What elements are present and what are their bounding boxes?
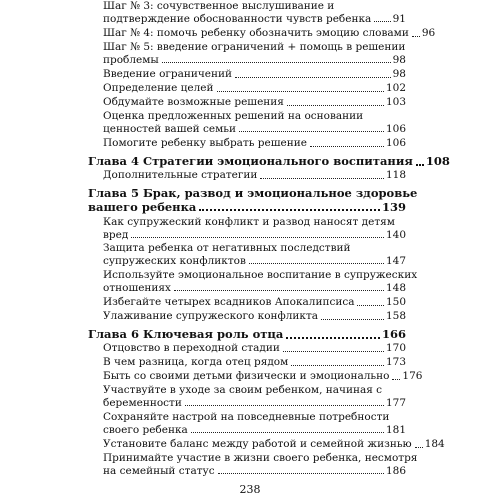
toc-entry [103,169,406,182]
dot-leader [415,447,423,448]
toc-entry-title-line1: Сохраняйте настрой на повседневные потребности [103,411,390,423]
toc-entry [103,0,406,25]
toc-entry-title-line1: Защита ребенка от негативных последствий [103,242,351,254]
dot-leader [131,237,384,238]
dot-leader [235,77,391,78]
chapter-title-line1: Глава 5 Брак, развод и эмоциональное здоровье [88,186,418,200]
toc-entry-title: Установите баланс между работой и семейной жизнью [103,438,412,450]
toc-entry-page: 148 [385,281,406,294]
dot-leader [174,290,384,291]
toc-entry-page: 140 [385,228,406,241]
toc-entry-page: 106 [385,137,406,149]
chapter-entry [88,154,450,169]
chapter-page: 166 [381,327,406,341]
toc-entry-page: 158 [385,310,406,322]
toc-entry-title: супружеских конфликтов [103,254,246,267]
toc-entry-page: 147 [385,254,406,267]
dot-leader [374,21,390,22]
dot-leader [249,263,384,264]
dot-leader [260,178,384,179]
toc-entry-title-line1: Используйте эмоциональное воспитание в супружеских [103,269,418,281]
dot-leader [287,105,384,106]
dot-leader [185,405,384,406]
toc-entry-page: 103 [385,96,406,108]
toc-entry-title: своего ребенка [103,423,188,436]
toc-entry [103,110,406,135]
chapter-title: вашего ребенка [88,199,197,214]
toc-entry [103,342,406,355]
toc-entry-title: Определение целей [103,82,214,94]
toc-entry [103,27,436,40]
dot-leader [412,36,420,37]
toc-entry [103,452,418,477]
toc-entry-page: 176 [402,370,423,382]
toc-entry-title: Шаг № 4: помочь ребенку обозначить эмоцию словами [103,27,409,39]
chapter-title: Глава 4 Стратегии эмоционального воспитания [88,154,413,168]
toc-entry-title: вред [103,228,129,241]
toc-entry [103,137,406,150]
toc-entry-title: подтверждение обоснованности чувств ребенка [103,12,372,25]
toc-entry-title: ценностей вашей семьи [103,122,236,135]
toc-entry [103,68,406,81]
toc-entry [103,384,406,409]
dot-leader [162,62,391,63]
dot-leader [416,164,424,166]
chapter-page: 108 [425,154,450,168]
toc-entry [103,310,406,323]
page-number: 238 [239,483,261,496]
toc-entry [103,438,445,451]
toc-entry-page: 96 [421,27,436,39]
chapter-entry [88,186,418,214]
toc-entry-page: 173 [385,356,406,368]
toc-entry [103,356,406,369]
toc-entry [103,216,406,241]
toc-entry-title: отношениях [103,281,171,294]
toc-entry-title: В чем разница, когда отец рядом [103,356,289,368]
dot-leader [286,337,380,339]
toc-entry-title-line1: Как супружеский конфликт и развод наносят детям [103,216,395,228]
toc-entry [103,96,406,109]
dot-leader [321,319,384,320]
toc-entry-page: 184 [424,438,445,450]
toc-entry-page: 150 [385,296,406,308]
toc-entry-title: Быть со своими детьми физически и эмоционально [103,370,390,382]
toc-entry-page: 118 [385,169,406,181]
toc-entry [103,41,406,66]
toc-entry [103,82,406,95]
dot-leader [310,146,384,147]
toc-entry [103,370,423,383]
toc-entry-page: 170 [385,342,406,354]
toc-entry [103,242,406,267]
toc-entry [103,269,418,294]
toc-entry-title: Улаживание супружеского конфликта [103,310,319,322]
toc-entry [103,296,406,309]
toc-entry-page: 102 [385,82,406,94]
toc-entry-title: Обдумайте возможные решения [103,96,284,108]
dot-leader [218,473,384,474]
toc-entry-page: 91 [392,12,406,25]
toc-entry-title: проблемы [103,53,159,66]
toc-entry-title: Помогите ребенку выбрать решение [103,137,307,149]
toc-entry-title: на семейный статус [103,464,215,477]
chapter-page: 139 [381,199,406,214]
toc-entry-page: 186 [385,464,406,477]
toc-entry-title-line1: Участвуйте в уходе за своим ребенком, начиная с [103,384,383,396]
toc-entry-title: беременности [103,396,182,409]
toc-entry-title-line1: Шаг № 5: введение ограничений + помощь в решении [103,41,406,53]
toc-entry-title-line1: Шаг № 3: сочувственное выслушивание и [103,0,335,12]
chapter-entry [88,328,406,342]
toc-entry-title: Дополнительные стратегии [103,169,258,181]
chapter-title: Глава 6 Ключевая роль отца [88,327,284,341]
toc-entry-title-line1: Оценка предложенных решений на основании [103,110,364,122]
toc-entry-page: 106 [385,122,406,135]
toc-entry-title-line1: Принимайте участие в жизни своего ребенка, несмотря [103,452,418,464]
toc-entry-page: 181 [385,423,406,436]
dot-leader [191,432,384,433]
dot-leader [357,305,383,306]
toc-entry-title: Введение ограничений [103,68,233,80]
toc-entry-page: 98 [392,53,406,66]
dot-leader [283,351,384,352]
toc-entry-title: Отцовство в переходной стадии [103,342,280,354]
dot-leader [392,379,400,380]
toc-entry-page: 177 [385,396,406,409]
toc-entry-page: 98 [392,68,406,80]
dot-leader [291,365,384,366]
toc-entry-title: Избегайте четырех всадников Апокалипсиса [103,296,355,308]
dot-leader [239,131,384,132]
toc-entry [103,411,406,436]
dot-leader [217,91,384,92]
dot-leader [199,209,380,211]
